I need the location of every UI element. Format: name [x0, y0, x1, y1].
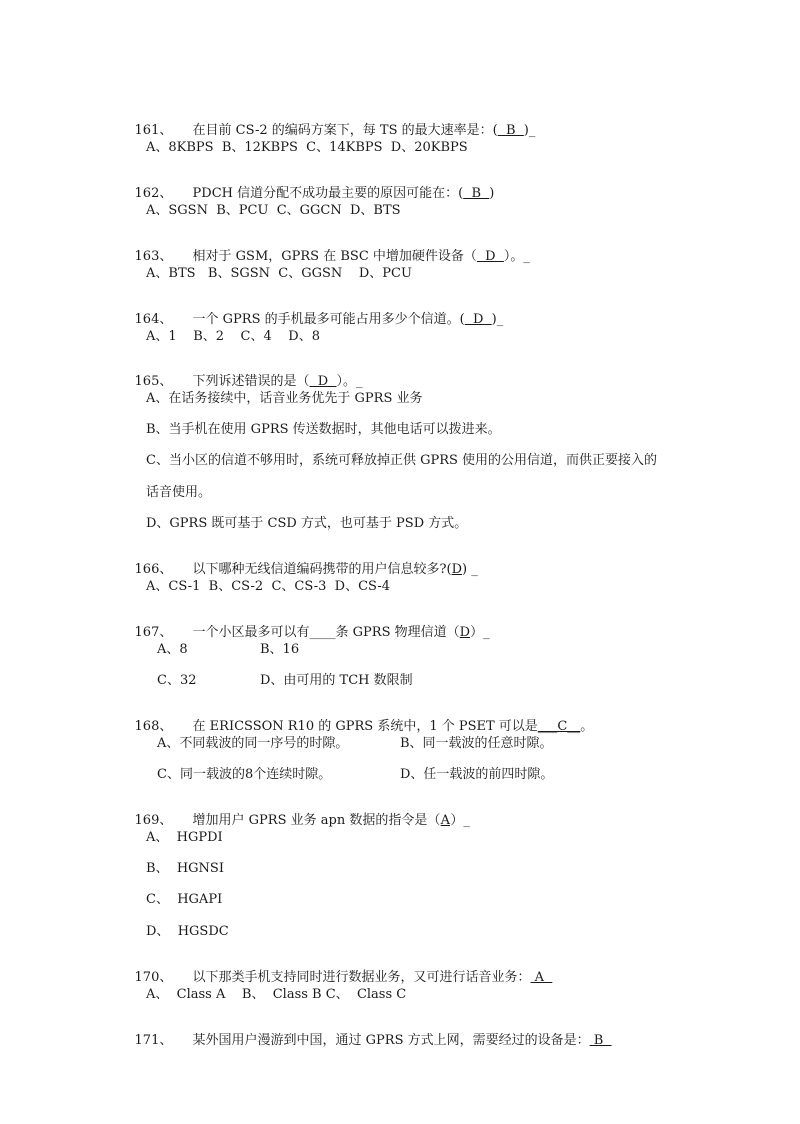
question-text: 在目前 CS-2 的编码方案下，每 TS 的最大速率是：( — [192, 123, 498, 138]
question-tail: )_ — [491, 312, 504, 327]
answer-blank: D — [451, 562, 463, 577]
option-b: B、同一载波的任意时隙。 — [400, 736, 553, 751]
options-line: A、8KBPS B、12KBPS C、14KBPS D、20KBPS — [146, 140, 468, 155]
question-171 — [118, 1014, 612, 1063]
options-line: A、在话务接续中，话音业务优先于 GPRS 业务 — [146, 391, 423, 406]
options-line: B、当手机在使用 GPRS 传送数据时，其他电话可以拨进来。 — [146, 422, 501, 437]
options-line: A、SGSN B、PCU C、GGCN D、BTS — [146, 203, 401, 218]
question-number: 171、 — [134, 1033, 173, 1048]
options-line: A、 Class A B、 Class B C、 Class C — [146, 987, 407, 1002]
question-tail: ）。_ — [503, 249, 530, 264]
options-line: A、1 B、2 C、4 D、8 — [146, 329, 320, 344]
question-text: 某外国用户漫游到中国，通过 GPRS 方式上网，需要经过的设备是： — [192, 1033, 590, 1048]
question-text: 增加用户 GPRS 业务 apn 数据的指令是（ — [192, 813, 441, 828]
options-line: D、GPRS 既可基于 CSD 方式，也可基于 PSD 方式。 — [146, 516, 468, 531]
question-number: 168、 — [134, 719, 173, 734]
question-text: 一个 GPRS 的手机最多可能占用多少个信道。( — [192, 312, 465, 327]
answer-blank: D — [309, 374, 337, 389]
answer-blank: D — [464, 312, 492, 327]
answer-blank: B — [497, 123, 524, 138]
answer-blank: D — [476, 249, 504, 264]
options-line: A、BTS B、SGSN C、GGSN D、PCU — [146, 266, 412, 281]
options-line: A、CS-1 B、CS-2 C、CS-3 D、CS-4 — [146, 579, 391, 594]
question-tail: ）。_ — [336, 374, 363, 389]
answer-blank: A — [530, 970, 553, 985]
question-tail: ）_ — [470, 625, 490, 640]
option-b: B、16 — [260, 642, 300, 657]
option-a: A、 HGPDI — [146, 830, 223, 845]
question-text: 在 ERICSSON R10 的 GPRS 系统中，1 个 PSET 可以是 — [192, 719, 538, 734]
option-c: C、32 — [157, 673, 197, 688]
question-tail: )_ — [523, 123, 536, 138]
answer-blank: B — [589, 1033, 612, 1048]
question-tail: ) _ — [462, 562, 478, 577]
option-c: C、 HGAPI — [146, 892, 223, 907]
question-number: 165、 — [134, 374, 173, 389]
question-number: 167、 — [134, 625, 173, 640]
options-line: C、当小区的信道不够用时，系统可释放掉正供 GPRS 使用的公用信道，而供正要接入的 — [146, 453, 658, 468]
option-d: D、由可用的 TCH 数限制 — [260, 673, 413, 688]
question-number: 161、 — [134, 123, 173, 138]
question-tail: ) — [489, 186, 495, 201]
answer-blank: A — [440, 813, 451, 828]
answer-blank: D — [459, 625, 471, 640]
question-number: 162、 — [134, 186, 173, 201]
question-number: 164、 — [134, 312, 173, 327]
question-number: 170、 — [134, 970, 173, 985]
question-text: 一个小区最多可以有____条 GPRS 物理信道（ — [192, 625, 460, 640]
question-text: 相对于 GSM，GPRS 在 BSC 中增加硬件设备（ — [192, 249, 477, 264]
option-b: B、 HGNSI — [146, 861, 224, 876]
question-text: 下列诉述错误的是（ — [192, 374, 310, 389]
options-line: 话音使用。 — [146, 485, 212, 500]
question-text: 以下那类手机支持同时进行数据业务，又可进行话音业务： — [192, 970, 531, 985]
option-a: A、8 — [157, 642, 188, 657]
answer-blank: ___C__ — [537, 719, 581, 734]
question-text: PDCH 信道分配不成功最主要的原因可能在：( — [192, 186, 464, 201]
question-text: 以下哪种无线信道编码携带的用户信息较多?( — [192, 562, 452, 577]
question-tail: 。 — [580, 719, 594, 734]
question-tail: ）_ — [450, 813, 470, 828]
question-number: 163、 — [134, 249, 173, 264]
option-c: C、同一载波的8个连续时隙。 — [157, 767, 332, 782]
option-a: A、不同载波的同一序号的时隙。 — [157, 736, 349, 751]
option-d: D、 HGSDC — [146, 924, 229, 939]
question-number: 166、 — [134, 562, 173, 577]
answer-blank: B — [463, 186, 490, 201]
option-d: D、任一载波的前四时隙。 — [400, 767, 554, 782]
question-number: 169、 — [134, 813, 173, 828]
